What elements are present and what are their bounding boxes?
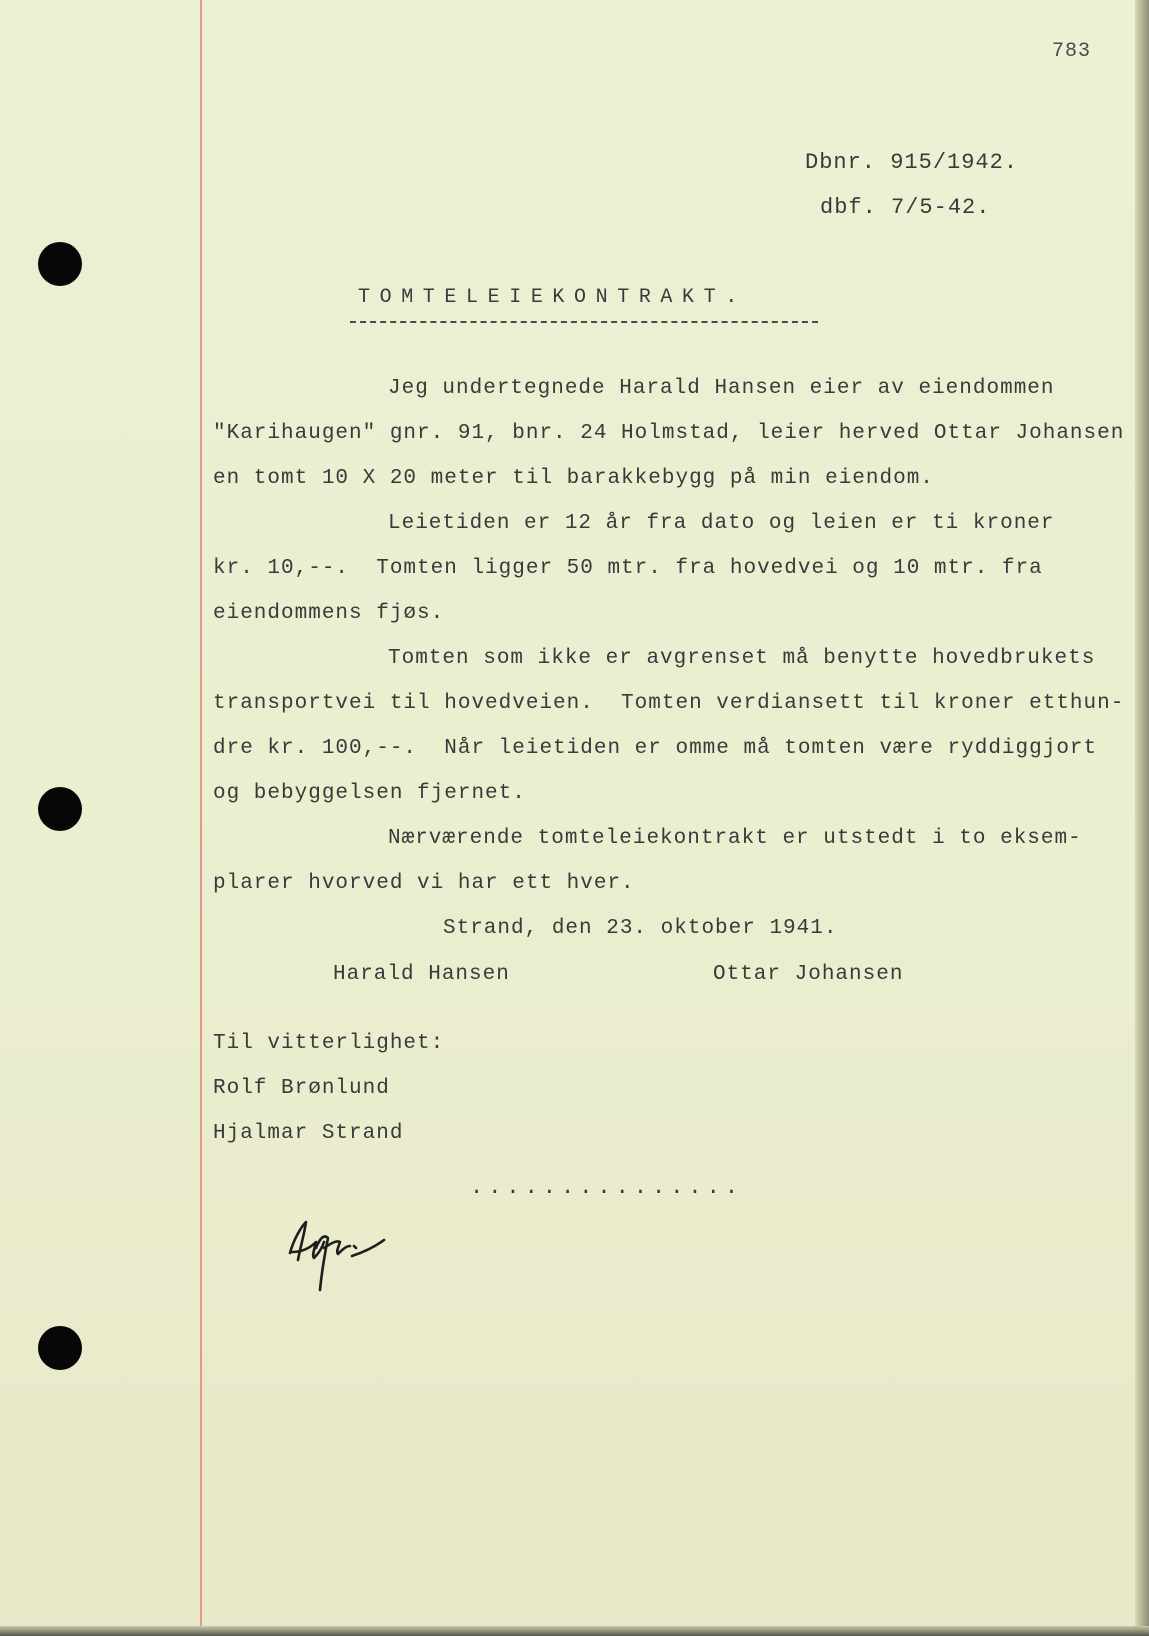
place-date: Strand, den 23. oktober 1941.	[443, 917, 838, 940]
witness-name: Rolf Brønlund	[213, 1077, 390, 1100]
page-edge-shadow	[1135, 0, 1149, 1636]
handwritten-initials	[280, 1208, 400, 1298]
punch-hole-top	[38, 242, 82, 286]
punch-hole-middle	[38, 787, 82, 831]
signatory-lessee: Ottar Johansen	[713, 963, 904, 986]
body-line: dre kr. 100,--. Når leietiden er omme må tomten være ryddiggjort	[213, 737, 1098, 760]
body-line: "Karihaugen" gnr. 91, bnr. 24 Holmstad, leier herved Ottar Johansen	[213, 422, 1125, 445]
signatory-lessor: Harald Hansen	[333, 963, 510, 986]
dbnr-reference: Dbnr. 915/1942.	[805, 150, 1019, 175]
body-line: kr. 10,--. Tomten ligger 50 mtr. fra hovedvei og 10 mtr. fra	[213, 557, 1043, 580]
body-line: Tomten som ikke er avgrenset må benytte hovedbrukets	[388, 647, 1096, 670]
dbf-reference: dbf. 7/5-42.	[820, 195, 991, 220]
title-underline	[350, 321, 818, 323]
punch-hole-bottom	[38, 1326, 82, 1370]
document-title: TOMTELEIEKONTRAKT.	[358, 286, 747, 309]
body-line: eiendommens fjøs.	[213, 602, 445, 625]
page-number: 783	[1052, 40, 1092, 63]
body-line: og bebyggelsen fjernet.	[213, 782, 526, 805]
page-bottom-edge	[0, 1626, 1149, 1636]
body-line: transportvei til hovedveien. Tomten verdiansett til kroner etthun-	[213, 692, 1125, 715]
witness-name: Hjalmar Strand	[213, 1122, 404, 1145]
body-line: Nærværende tomteleiekontrakt er utstedt i to eksem-	[388, 827, 1082, 850]
body-line: plarer hvorved vi har ett hver.	[213, 872, 635, 895]
red-margin-line	[200, 0, 202, 1636]
body-line: Leietiden er 12 år fra dato og leien er ti kroner	[388, 512, 1055, 535]
body-line: Jeg undertegnede Harald Hansen eier av eiendommen	[388, 377, 1055, 400]
witness-heading: Til vitterlighet:	[213, 1032, 445, 1055]
dotted-separator: ...............	[470, 1175, 744, 1200]
body-line: en tomt 10 X 20 meter til barakkebygg på min eiendom.	[213, 467, 934, 490]
